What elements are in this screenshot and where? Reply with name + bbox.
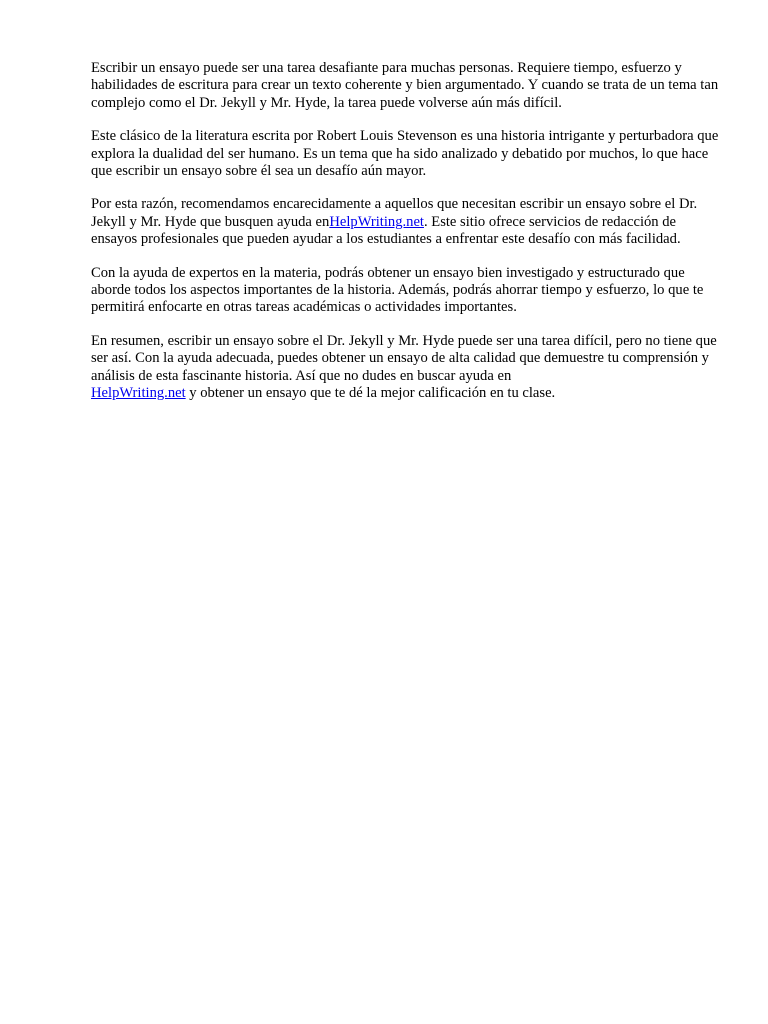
document-body bbox=[91, 60, 723, 419]
paragraph-summary-text-before: En resumen, escribir un ensayo sobre el Dr. Jekyll y Mr. Hyde puede ser una tarea difícil, pero no tiene que ser así. Con la ayuda adecuada, puedes obtener un ensayo de alta calidad que demuestre tu comprensión y análisis de esta fascinante historia. Así que no dudes en buscar ayuda en bbox=[91, 332, 717, 384]
paragraph-recommendation bbox=[91, 196, 723, 248]
paragraph-summary bbox=[91, 333, 723, 403]
paragraph-experts: Con la ayuda de expertos en la materia, podrás obtener un ensayo bien investigado y estructurado que aborde todos los aspectos importantes de la historia. Además, podrás ahorrar tiempo y esfuerzo, lo que te permitirá enfocarte en otras tareas académicas o actividades importantes. bbox=[91, 264, 704, 316]
helpwriting-link-summary[interactable]: HelpWriting.net bbox=[91, 385, 186, 402]
paragraph-recommendation-text-after: . Este sitio ofrece servicios de redacción de ensayos profesionales que pueden ayudar a los estudiantes a enfrentar este desafío con más facilidad. bbox=[91, 213, 681, 248]
helpwriting-link[interactable]: HelpWriting.net bbox=[329, 213, 424, 230]
paragraph-intro: Escribir un ensayo puede ser una tarea desafiante para muchas personas. Requiere tiempo, esfuerzo y habilidades de escritura para crear un texto coherente y bien argumentado. Y cuando se trata de un tema tan complejo como el Dr. Jekyll y Mr. Hyde, la tarea puede volverse aún más difícil. bbox=[91, 60, 719, 111]
paragraph-classic: Este clásico de la literatura escrita por Robert Louis Stevenson es una historia intrigante y perturbadora que explora la dualidad del ser humano. Es un tema que ha sido analizado y debatido por muchos, lo que hace que escribir un ensayo sobre él sea un desafío aún mayor. bbox=[91, 128, 719, 180]
paragraph-recommendation-text-before: Por esta razón, recomendamos encarecidamente a aquellos que necesitan escribir un ensayo sobre el Dr. Jekyll y Mr. Hyde que busquen ayuda en bbox=[91, 196, 698, 230]
paragraph-summary-text-after: y obtener un ensayo que te dé la mejor calificación en tu clase. bbox=[185, 385, 556, 402]
